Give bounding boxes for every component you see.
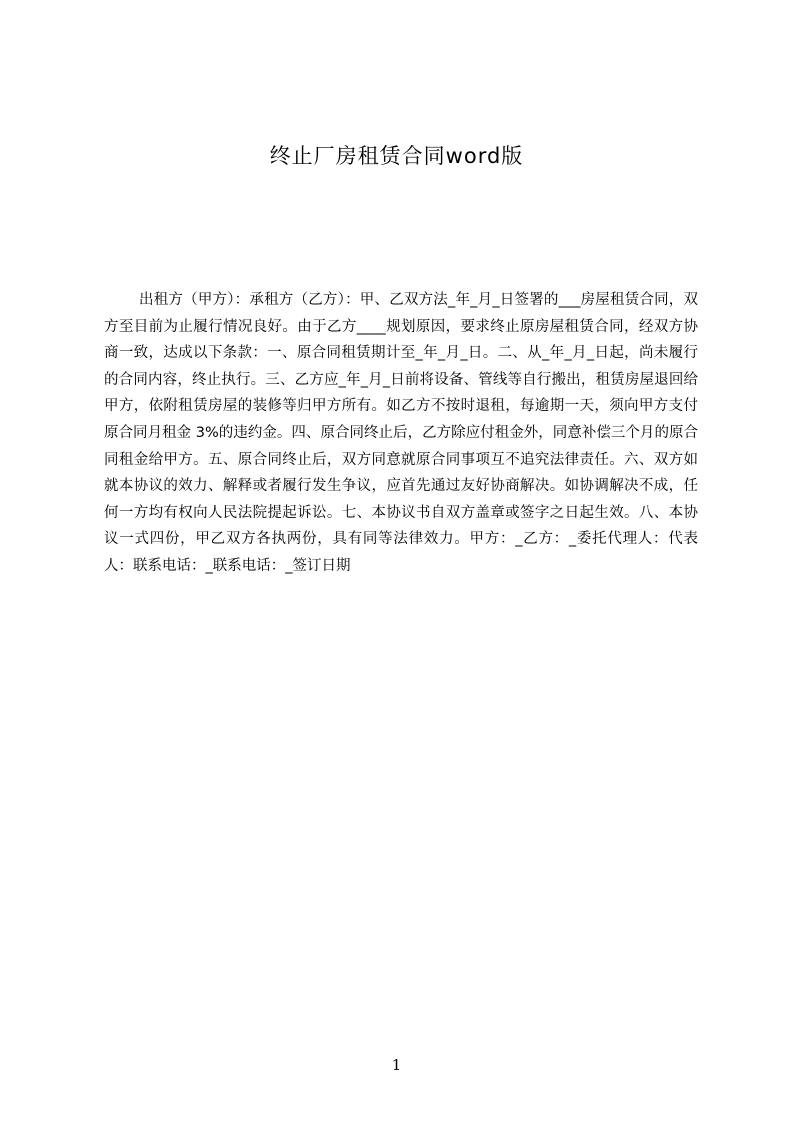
- document-title: 终止厂房租赁合同word版: [269, 144, 524, 168]
- contract-body-text: 出租方（甲方）：承租方（乙方）：甲、乙双方法_年_月_日签署的___房屋租赁合同，双方至目前为止履行情况良好。由于乙方____规划原因，要求终止原房屋租赁合同，经双方协商一致，达成以下条款：一、原合同租赁期计至_年_月_日。二、从_年_月_日起，尚未履行的合同内容，终止执行。三、乙方应_年_月_日前将设备、管线等自行搬出，租赁房屋退回给甲方，依附租赁房屋的装修等归甲方所有。如乙方不按时退租，每逾期一天，须向甲方支付原合同月租金 3%的违约金。四、原合同终止后，乙方除应付租金外，同意补偿三个月的原合同租金给甲方。五、原合同终止后，双方同意就原合同事项互不追究法律责任。六、双方如就本协议的效力、解释或者履行发生争议，应首先通过友好协商解决。如协调解决不成，任何一方均有权向人民法院提起诉讼。七、本协议书自双方盖章或签字之日起生效。八、本协议一式四份，甲乙双方各执两份，具有同等法律效力。甲方：_乙方：_委托代理人：代表人：联系电话：_联系电话：_签订日期: [104, 292, 698, 574]
- page-number: 1: [391, 1056, 402, 1074]
